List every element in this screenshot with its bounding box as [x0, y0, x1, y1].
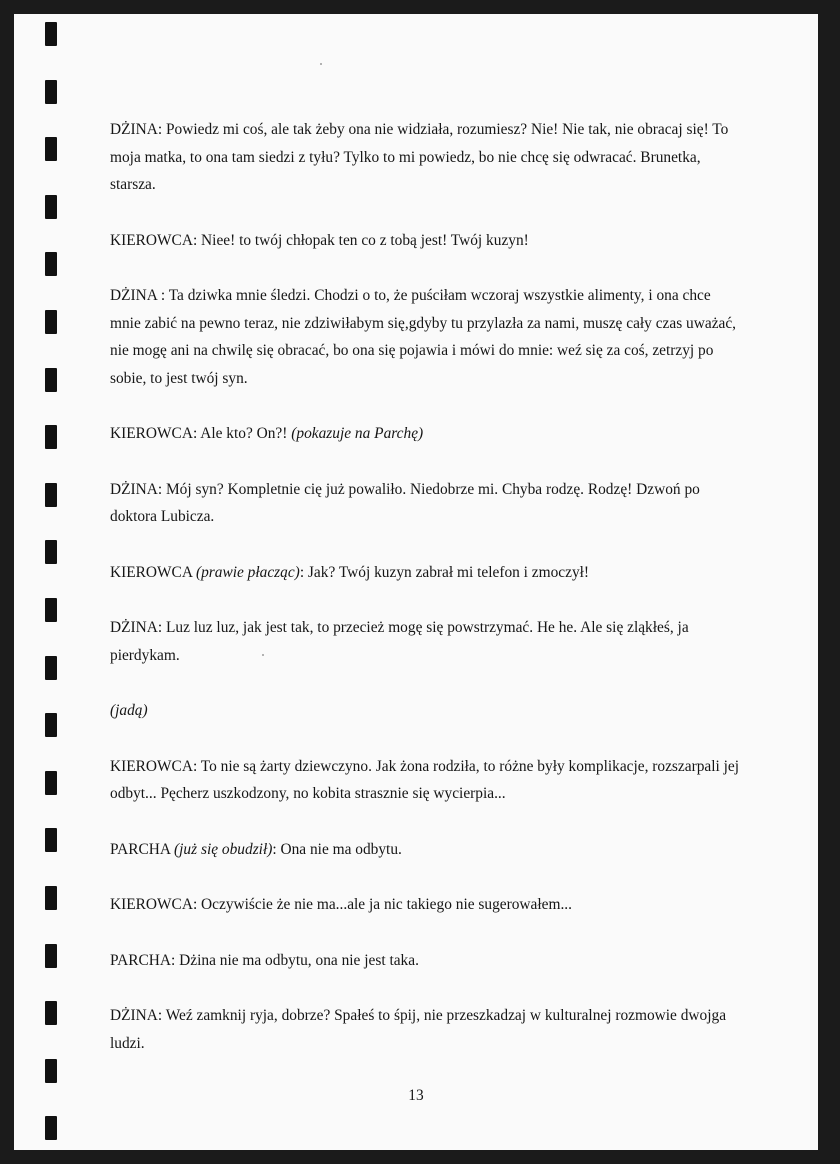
dialogue-paragraph [110, 116, 745, 199]
binding-hole [45, 368, 57, 392]
dialogue-text: : Mój syn? Kompletnie cię już powaliło. Niedobrze mi. Chyba rodzę. Rodzę! Dzwoń po doktora Lubicza. [110, 480, 700, 525]
dialogue-paragraph [110, 753, 745, 808]
binding-hole [45, 1116, 57, 1140]
binding-hole [45, 22, 57, 46]
speaker-name: KIEROWCA [110, 896, 193, 913]
binding-hole [45, 310, 57, 334]
binding-hole [45, 656, 57, 680]
dialogue-paragraph [110, 282, 745, 392]
script-text [110, 116, 745, 1085]
dialogue-paragraph [110, 559, 745, 587]
binding-hole [45, 598, 57, 622]
binding-hole [45, 195, 57, 219]
speaker-name: KIEROWCA [110, 231, 193, 249]
dialogue-text: : Ona nie ma odbytu. [272, 840, 402, 858]
speaker-name: KIEROWCA [110, 563, 193, 581]
speaker-name: DŻINA [110, 287, 158, 304]
binding-hole [45, 886, 57, 910]
speaker-name: DŻINA [110, 480, 158, 498]
binding-hole [45, 425, 57, 449]
document-page [14, 14, 818, 1150]
stage-direction: (już się obudził) [174, 840, 273, 858]
dialogue-text: : Dżina nie ma odbytu, ona nie jest taka. [171, 951, 419, 969]
dialogue-paragraph [110, 697, 745, 725]
speaker-name: KIEROWCA [110, 425, 193, 442]
scan-speck [320, 63, 322, 65]
dialogue-paragraph [110, 420, 745, 448]
binding-hole [45, 944, 57, 968]
dialogue-text: : Luz luz luz, jak jest tak, to przecież mogę się powstrzymać. He he. Ale się zląkłeś, ja pierdykam. [110, 619, 689, 664]
dialogue-paragraph [110, 476, 745, 531]
dialogue-text: : Oczywiście że nie ma...ale ja nic takiego nie sugerowałem... [192, 896, 572, 913]
page-number: 13 [408, 1087, 424, 1104]
speaker-name: DŻINA [110, 619, 158, 636]
dialogue-paragraph [110, 836, 745, 864]
speaker-name: PARCHA [110, 840, 171, 858]
dialogue-paragraph [110, 947, 745, 975]
binding-hole [45, 540, 57, 564]
dialogue-paragraph [110, 1002, 745, 1057]
stage-direction: (pokazuje na Parchę) [291, 425, 424, 442]
dialogue-text: : Ta dziwka mnie śledzi. Chodzi o to, że puściłam wczoraj wszystkie alimenty, i ona chce mnie zabić na pewno teraz, nie zdziwiłabym się,gdyby tu przylazła za nami, muszę cały czas uważać, nie mogę ani na chwilę się obracać, bo ona się pojawia i mówi do mnie: weź się za coś, zetrzyj po sobie, to jest twój syn. [110, 287, 737, 387]
binding-hole [45, 713, 57, 737]
dialogue-text: : Jak? Twój kuzyn zabrał mi telefon i zmoczył! [299, 563, 590, 581]
speaker-name: DŻINA [110, 1007, 158, 1024]
dialogue-paragraph [110, 614, 745, 669]
binding-hole [45, 252, 57, 276]
dialogue-text: : Powiedz mi coś, ale tak żeby ona nie widziała, rozumiesz? Nie! Nie tak, nie obracaj się! To moja matka, to ona tam siedzi z tyłu? Tylko to mi powiedz, bo nie chcę się odwracać. Brunetka, starsza. [110, 121, 729, 193]
dialogue-paragraph [110, 891, 745, 919]
binding-hole [45, 137, 57, 161]
dialogue-text: : Ale kto? On?! [192, 425, 292, 442]
speaker-name: DŻINA [110, 121, 158, 138]
binding-hole [45, 483, 57, 507]
binding-hole [45, 828, 57, 852]
binding-hole [45, 1001, 57, 1025]
dialogue-text: : To nie są żarty dziewczyno. Jak żona rodziła, to różne były komplikacje, rozszarpali jej odbyt... Pęcherz uszkodzony, no kobita strasznie się wycierpia... [110, 757, 740, 802]
dialogue-paragraph [110, 227, 745, 255]
scan-speck [262, 654, 264, 656]
stage-direction: (jadą) [110, 702, 148, 719]
binding-holes [45, 14, 59, 1150]
dialogue-text: : Weź zamknij ryja, dobrze? Spałeś to śpij, nie przeszkadzaj w kulturalnej rozmowie dwojga ludzi. [110, 1007, 727, 1052]
dialogue-text: : Niee! to twój chłopak ten co z tobą jest! Twój kuzyn! [192, 231, 529, 249]
binding-hole [45, 80, 57, 104]
binding-hole [45, 1059, 57, 1083]
binding-hole [45, 771, 57, 795]
speaker-name: KIEROWCA [110, 757, 193, 775]
speaker-name: PARCHA [110, 951, 172, 969]
stage-direction: (prawie płacząc) [195, 563, 300, 581]
